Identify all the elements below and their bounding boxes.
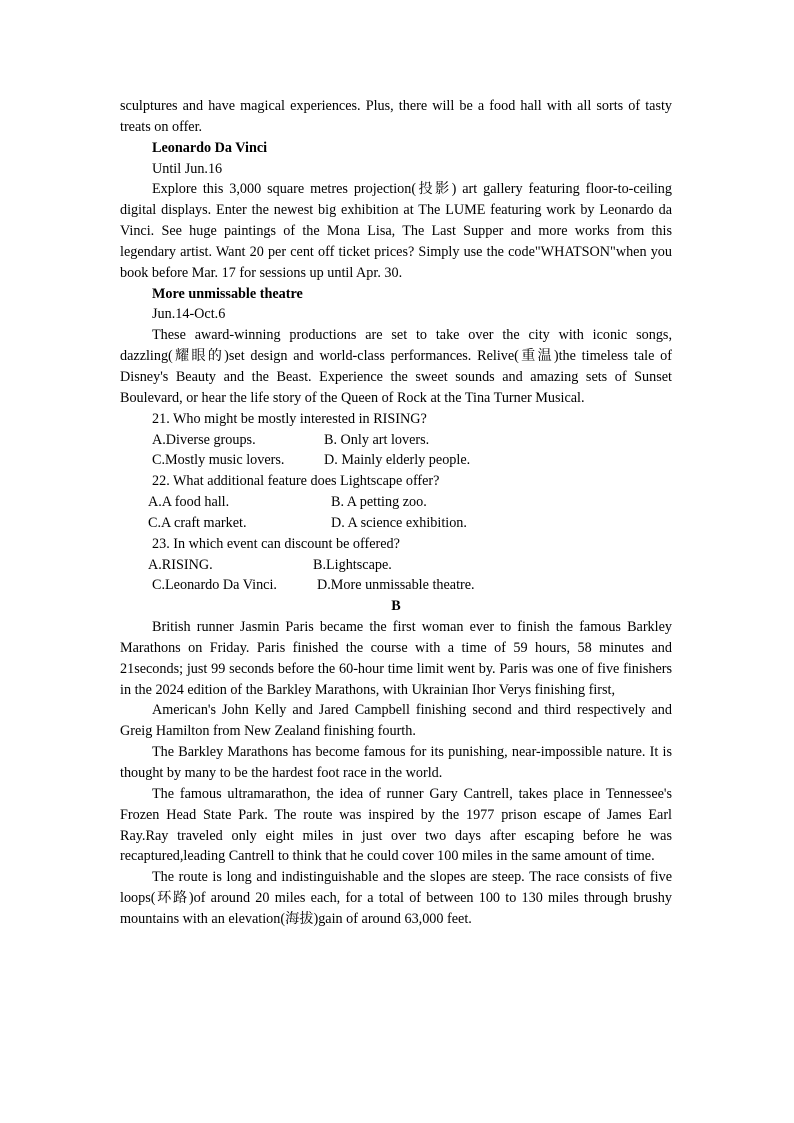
section-b-heading: B	[391, 598, 401, 615]
option-d: D.More unmissable theatre.	[317, 577, 475, 594]
leonardo-date: Until Jun.16	[152, 160, 223, 177]
section-b-paragraph: British runner Jasmin Paris became the first woman ever to finish the famous Barkley Marathons on Friday. Paris finished the course with a time of 59 hours, 58 minutes and 21seconds; just 99 seconds before the 60-hour time limit went by. Paris was one of five finishers in the 2024 edition of the Barkley Marathons, with Ukrainian Ihor Verys finishing first,	[120, 619, 672, 698]
section-b-paragraph: American's John Kelly and Jared Campbell finishing second and third respectively and Greig Hamilton from New Zealand finishing fourth.	[120, 702, 672, 740]
option-a: A.Diverse groups.	[152, 431, 256, 448]
question-stem: 21. Who might be mostly interested in RISING?	[152, 410, 427, 427]
question-stem: 22. What additional feature does Lightscape offer?	[152, 473, 440, 490]
section-b-paragraph: The route is long and indistinguishable and the slopes are steep. The race consists of five loops(环路)of around 20 miles each, for a total of between 100 to 130 miles through brushy mountains with an elevation(海拔)gain of around 63,000 feet.	[120, 869, 672, 927]
leonardo-body: Explore this 3,000 square metres projection(投影) art gallery featuring floor-to-ceiling digital displays. Enter the newest big exhibition at The LUME featuring work by Leonardo da Vinci. See huge paintings of the Mona Lisa, The Last Supper and more works from this legendary artist. Want 20 per cent off ticket prices? Simply use the code"WHATSON"when you book before Mar. 17 for sessions up until Apr. 30.	[120, 181, 672, 281]
continued-paragraph: sculptures and have magical experiences. Plus, there will be a food hall with all sorts of tasty treats on offer.	[120, 98, 672, 135]
document-page	[120, 96, 672, 930]
option-b: B. A petting zoo.	[331, 494, 427, 511]
option-row	[120, 575, 672, 596]
option-c: C.Leonardo Da Vinci.	[152, 577, 277, 594]
theatre-date: Jun.14-Oct.6	[152, 306, 226, 323]
section-b-paragraph: The Barkley Marathons has become famous for its punishing, near-impossible nature. It is thought by many to be the hardest foot race in the world.	[120, 744, 672, 781]
option-b: B.Lightscape.	[313, 556, 392, 573]
option-a: A.A food hall.	[148, 494, 230, 511]
option-row	[120, 492, 672, 513]
question-23	[120, 534, 672, 597]
leonardo-title: Leonardo Da Vinci	[152, 139, 268, 156]
option-d: D. A science exhibition.	[331, 514, 467, 531]
option-row	[120, 450, 672, 471]
option-c: C.Mostly music lovers.	[152, 452, 285, 469]
section-b-paragraph: The famous ultramarathon, the idea of runner Gary Cantrell, takes place in Tennessee's Frozen Head State Park. The route was inspired by the 1977 prison escape of James Earl Ray.Ray traveled only eight miles in just over two days after escaping before he was recaptured,leading Cantrell to think that he could cover 100 miles in the same amount of time.	[120, 785, 672, 865]
option-d: D. Mainly elderly people.	[324, 452, 471, 469]
option-b: B. Only art lovers.	[324, 431, 430, 448]
question-22	[120, 471, 672, 534]
option-c: C.A craft market.	[148, 514, 247, 531]
option-row	[120, 555, 672, 576]
theatre-body: These award-winning productions are set to take over the city with iconic songs, dazzling(耀眼的)set design and world-class performances. Relive(重温)the timeless tale of Disney's Beauty and the Beast. Experience the sweet sounds and amazing sets of Sunset Boulevard, or hear the life story of the Queen of Rock at the Tina Turner Musical.	[120, 327, 672, 406]
option-row	[120, 430, 672, 451]
question-21	[120, 409, 672, 472]
option-row	[120, 513, 672, 534]
question-stem: 23. In which event can discount be offered?	[152, 535, 400, 552]
theatre-title: More unmissable theatre	[152, 285, 303, 302]
option-a: A.RISING.	[148, 556, 213, 573]
